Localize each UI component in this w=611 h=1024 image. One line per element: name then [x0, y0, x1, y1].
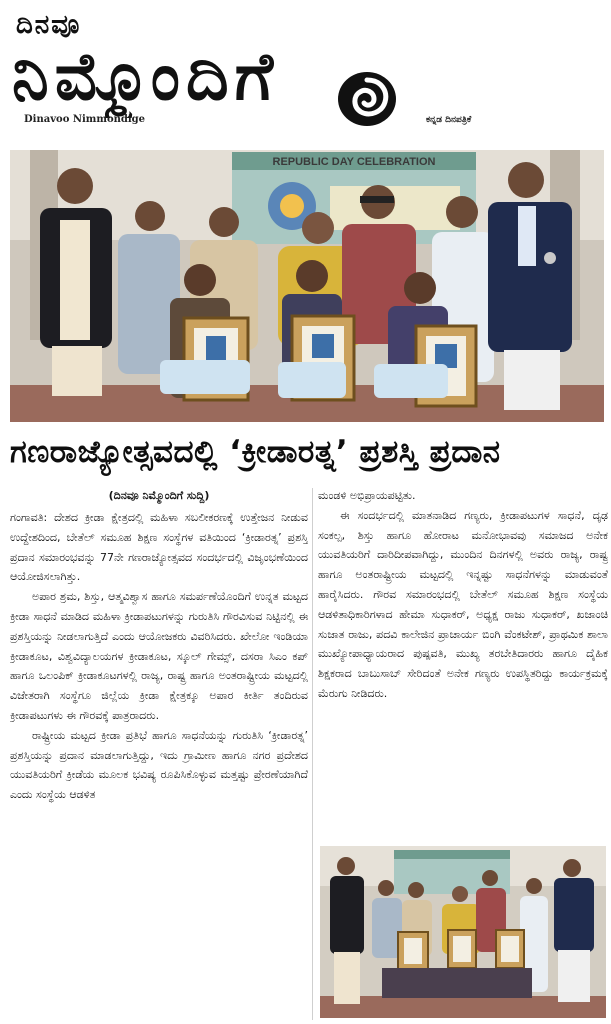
- article-paragraph: ಮಂಡಳಿ ಅಭಿಪ್ರಾಯಪಟ್ಟಿತು.: [318, 489, 416, 502]
- article-column-right: [318, 486, 608, 836]
- masthead-english-name: Dinavoo Nimmondige: [24, 114, 146, 125]
- spiral-logo-icon: [336, 70, 398, 128]
- masthead: [0, 0, 611, 140]
- column-divider: [312, 488, 313, 1020]
- article-paragraph: ರಾಷ್ಟ್ರೀಯ ಮಟ್ಟದ ಕ್ರೀಡಾ ಪ್ರತಿಭೆ ಹಾಗೂ ಸಾಧನೆಯನ್ನು ಗುರುತಿಸಿ ‘ಕ್ರೀಡಾರತ್ನ’ ಪ್ರಶಸ್ತಿಯನ್ನು ಪ್ರದಾನ ಮಾಡಲಾಗುತ್ತಿದ್ದು, ಇದು ಗ್ರಾಮೀಣ ಹಾಗೂ ನಗರ ಪ್ರದೇಶದ ಯುವತಿಯರಿಗೆ ಕ್ರೀಡೆಯ ಮೂಲಕ ಭವಿಷ್ಯ ರೂಪಿಸಿಕೊಳ್ಳುವ ಮತ್ತಷ್ಟು ಪ್ರೇರಣೆಯಾಗಿದೆ ಎಂದು ಸಂಸ್ಥೆಯ ಆಡಳಿತ: [10, 728, 308, 802]
- secondary-photo: [320, 846, 606, 1018]
- article-paragraph: ಈ ಸಂದರ್ಭದಲ್ಲಿ ಮಾತನಾಡಿದ ಗಣ್ಯರು, ಕ್ರೀಡಾಪಟುಗಳ ಸಾಧನೆ, ದೃಢ ಸಂಕಲ್ಪ, ಶಿಸ್ತು ಹಾಗೂ ಹೋರಾಟ ಮನೋಭಾವವು ಸಮಾಜದ ಅನೇಕ ಯುವತಿಯರಿಗೆ ದಾರಿದೀಪವಾಗಿದ್ದು, ಮುಂದಿನ ದಿನಗಳಲ್ಲಿ ಅವರು ರಾಜ್ಯ, ರಾಷ್ಟ್ರ ಹಾಗೂ ಅಂತರಾಷ್ಟ್ರೀಯ ಮಟ್ಟದಲ್ಲಿ ಇನ್ನಷ್ಟು ಸಾಧನೆಗಳನ್ನು ಮಾಡುವಂತೆ ಹಾರೈಸಿದರು. ಗೌರವ ಸಮಾರಂಭದಲ್ಲಿ ಬೇತೆಲ್ ಸಮೂಹ ಶಿಕ್ಷಣ ಸಂಸ್ಥೆಯ ಆಡಳಿತಾಧಿಕಾರಿಗಳಾದ ಹೇಮಾ ಸುಧಾಕರ್, ಅಧ್ಯಕ್ಷ ರಾಜು ಸುಧಾಕರ್, ಖಜಾಂಚಿ ಸುಜಾತ ರಾಜು, ಪದವಿ ಕಾಲೇಜಿನ ಪ್ರಾಚಾರ್ಯ ಬಿಂಗಿ ವೆಂಕಟೇಶ್, ಪ್ರಾಥಮಿಕ ಶಾಲಾ ಮುಖ್ಯೋಪಾಧ್ಯಾಯರಾದ ಪುಷ್ಪವತಿ, ಮುಖ್ಯ ತರಬೇತಿದಾರರು ಹಾಗೂ ದೈಹಿಕ ಶಿಕ್ಷಕರಾದ ಬಾಬುಸಾಬ್ ಸೇರಿದಂತೆ ಅನೇಕ ಗಣ್ಯರು ಉಪಸ್ಥಿತರಿದ್ದು ಕಾರ್ಯಕ್ರಮಕ್ಕೆ ಮೆರುಗು ನೀಡಿದರು.: [318, 508, 608, 700]
- article-paragraph: ಅಪಾರ ಶ್ರಮ, ಶಿಸ್ತು, ಆತ್ಮವಿಶ್ವಾಸ ಹಾಗೂ ಸಮರ್ಪಣೆಯೊಂದಿಗೆ ಉನ್ನತ ಮಟ್ಟದ ಕ್ರೀಡಾ ಸಾಧನೆ ಮಾಡಿದ ಮಹಿಳಾ ಕ್ರೀಡಾಪಟುಗಳನ್ನು ಗುರುತಿಸಿ ಗೌರವಿಸುವ ನಿಟ್ಟಿನಲ್ಲಿ ಈ ಪ್ರಶಸ್ತಿಯನ್ನು ನೀಡಲಾಗುತ್ತಿದೆ ಎಂದು ಆಯೋಜಕರು ವಿವರಿಸಿದರು. ಖೇಲೋ ಇಂಡಿಯಾ ಕ್ರೀಡಾಕೂಟ, ವಿಶ್ವವಿದ್ಯಾಲಯಗಳ ಕ್ರೀಡಾಕೂಟ, ಸ್ಕೂಲ್ ಗೇಮ್ಸ್, ದಸರಾ ಸಿಎಂ ಕಪ್ ಹಾಗೂ ಒಲಂಪಿಕ್ ಕ್ರೀಡಾಕೂಟಗಳಲ್ಲಿ ರಾಜ್ಯ, ರಾಷ್ಟ್ರ ಹಾಗೂ ಅಂತರಾಷ್ಟ್ರೀಯ ಮಟ್ಟದಲ್ಲಿ ವಿಜೇತರಾಗಿ ಸಂಸ್ಥೆಗೂ ಜಿಲ್ಲೆಯ ಕ್ರೀಡಾ ಕ್ಷೇತ್ರಕ್ಕೂ ಅಪಾರ ಕೀರ್ತಿ ತಂದಿರುವ ಕ್ರೀಡಾಪಟುಗಳು ಈ ಗೌರವಕ್ಕೆ ಪಾತ್ರರಾದರು.: [10, 590, 308, 722]
- masthead-title: ನಿಮ್ಮೊಂದಿಗೆ: [12, 38, 280, 115]
- banner-text: REPUBLIC DAY CELEBRATION: [272, 156, 436, 168]
- article-column-left: [10, 486, 308, 1022]
- main-photo: [10, 150, 604, 422]
- masthead-tagline: ಕನ್ನಡ ದಿನಪತ್ರಿಕೆ: [426, 115, 472, 125]
- masthead-small-title: ದಿನವೂ: [16, 10, 82, 40]
- article-headline: ಗಣರಾಜ್ಯೋತ್ಸವದಲ್ಲಿ ‘ಕ್ರೀಡಾರತ್ನ’ ಪ್ರಶಸ್ತಿ ಪ್ರದಾನ: [10, 434, 501, 470]
- article-byline: (ದಿನವೂ ನಿಮ್ಮೊಂದಿಗೆ ಸುದ್ದಿ): [108, 489, 210, 502]
- article-paragraph: ಗಂಗಾವತಿ: ದೇಶದ ಕ್ರೀಡಾ ಕ್ಷೇತ್ರದಲ್ಲಿ ಮಹಿಳಾ ಸಬಲೀಕರಣಕ್ಕೆ ಉತ್ತೇಜನ ನೀಡುವ ಉದ್ದೇಶದಿಂದ, ಬೇತೆಲ್ ಸಮೂಹ ಶಿಕ್ಷಣ ಸಂಸ್ಥೆಗಳ ವತಿಯಿಂದ ‘ಕ್ರೀಡಾರತ್ನ’ ಪ್ರಶಸ್ತಿ ಪ್ರದಾನ ಸಮಾರಂಭವನ್ನು 77ನೇ ಗಣರಾಜ್ಯೋತ್ಸವದ ಸಂದರ್ಭದಲ್ಲಿ ವಿಜೃಂಭಣೆಯಿಂದ ಆಯೋಜಿಸಲಾಗಿತ್ತು.: [10, 511, 308, 584]
